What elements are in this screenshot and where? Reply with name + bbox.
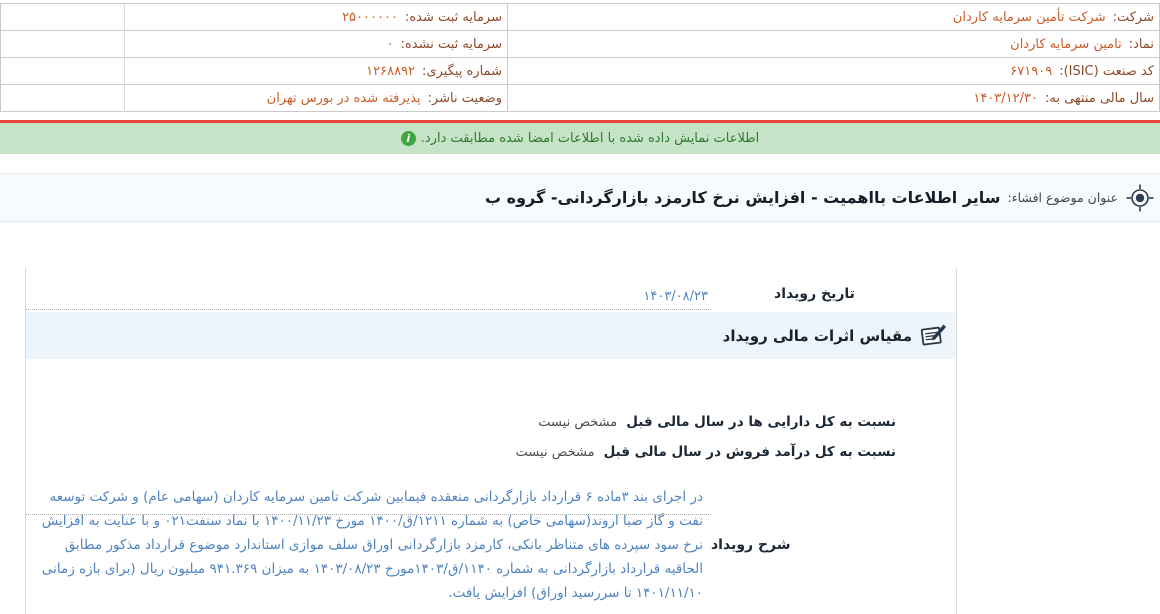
isic-label: کد صنعت (ISIC): <box>1059 63 1154 79</box>
page-title: سایر اطلاعات بااهمیت - افزایش نرخ کارمزد بازارگردانی- گروه ب <box>485 188 1001 207</box>
event-form-panel <box>25 268 957 614</box>
ratio-total-assets-label: نسبت به کل دارایی ها در سال مالی قبل <box>626 414 896 430</box>
symbol-row <box>508 31 1159 58</box>
ratio-total-revenue-value: مشخص نیست <box>515 444 595 460</box>
isic-value: ۶۷۱۹۰۹ <box>1010 63 1053 79</box>
dotted-underline <box>26 514 711 515</box>
company-value: شرکت تأمین سرمایه کاردان <box>952 9 1106 25</box>
info-icon: i <box>401 131 416 146</box>
event-date-label: تاریخ رویداد <box>774 286 855 302</box>
fiscal-year-row <box>508 85 1159 112</box>
event-description-label: شرح رویداد <box>711 537 791 553</box>
company-info-right-column <box>507 4 1159 112</box>
event-date-row <box>26 268 956 310</box>
tracking-number-value: ۱۲۶۸۸۹۲ <box>366 63 416 79</box>
issuer-status-row <box>1 85 507 112</box>
ratio-total-revenue-row <box>26 437 956 467</box>
company-label: شرکت: <box>1112 9 1154 25</box>
company-info-left-column <box>1 4 507 112</box>
impact-ratio-rows <box>26 407 956 467</box>
event-date-value: ۱۴۰۳/۰۸/۲۳ <box>643 289 708 304</box>
subject-bar <box>0 173 1160 222</box>
event-description-text: در اجرای بند ۳ماده ۶ قرارداد بازارگردانی منعقده فیمابین شرکت تامین سرمایه کاردان (سهامی عام) و شرکت توسعه نفت و گاز صبا اروند(سهامی خاص) به شماره ۱۲۱۱/ق/۱۴۰۰ مورخ ۱۴۰۰/۱۱/۲۳ با نماد سنفت۰۲۱ و با عنایت به افزایش نرخ سود سپرده های متناظر بانکی، کارمزد بازارگردانی اوراق سلف موازی استاندارد موضوع قرارداد مذکور مطابق الحاقیه قرارداد بازارگردانی به شماره ۱۱۴۰/ق/۱۴۰۳مورخ ۱۴۰۳/۰۸/۲۳ به میزان ۹۴۱.۳۶۹ میلیون ریال (برای بازه زمانی ۱۴۰۱/۱۱/۱۰ تا سررسید اوراق) افزایش یافت. <box>41 489 703 601</box>
financial-impact-section-title: مقیاس اثرات مالی رویداد <box>722 326 912 345</box>
subject-prefix-label: عنوان موضوع افشاء: <box>1007 190 1118 205</box>
registered-capital-label: سرمایه ثبت شده: <box>404 9 502 25</box>
ratio-total-assets-row <box>26 407 956 437</box>
event-date-field <box>26 285 711 310</box>
company-info-table <box>0 3 1160 112</box>
tracking-number-row <box>1 58 507 85</box>
memo-pencil-icon <box>919 323 946 349</box>
crosshair-icon <box>1125 183 1155 213</box>
unregistered-capital-label: سرمایه ثبت نشده: <box>400 36 502 52</box>
tracking-number-label: شماره پیگیری: <box>422 63 502 79</box>
unregistered-capital-row <box>1 31 507 58</box>
fiscal-year-label: سال مالی منتهی به: <box>1044 90 1154 106</box>
symbol-label: نماد: <box>1128 36 1154 52</box>
issuer-status-label: وضعیت ناشر: <box>427 90 502 106</box>
isic-row <box>508 58 1159 85</box>
registered-capital-row <box>1 4 507 31</box>
company-row <box>508 4 1159 31</box>
issuer-status-value: پذیرفته شده در بورس تهران <box>266 90 421 106</box>
financial-impact-section-header <box>26 312 956 359</box>
table-inner-divider <box>124 4 125 112</box>
symbol-value: تامین سرمایه کاردان <box>1010 36 1122 52</box>
registered-capital-value: ۲۵۰۰۰۰۰۰ <box>342 9 398 25</box>
ratio-total-assets-value: مشخص نیست <box>538 414 618 430</box>
fiscal-year-value: ۱۴۰۳/۱۲/۳۰ <box>973 90 1038 106</box>
banner-text: اطلاعات نمایش داده شده با اطلاعات امضا شده مطابقت دارد. <box>420 131 760 146</box>
unregistered-capital-value: ۰ <box>386 36 394 52</box>
event-description-row <box>26 485 956 605</box>
event-description-field <box>26 485 711 605</box>
signature-match-banner <box>0 123 1160 154</box>
ratio-total-revenue-label: نسبت به کل درآمد فروش در سال مالی قبل <box>603 444 896 460</box>
